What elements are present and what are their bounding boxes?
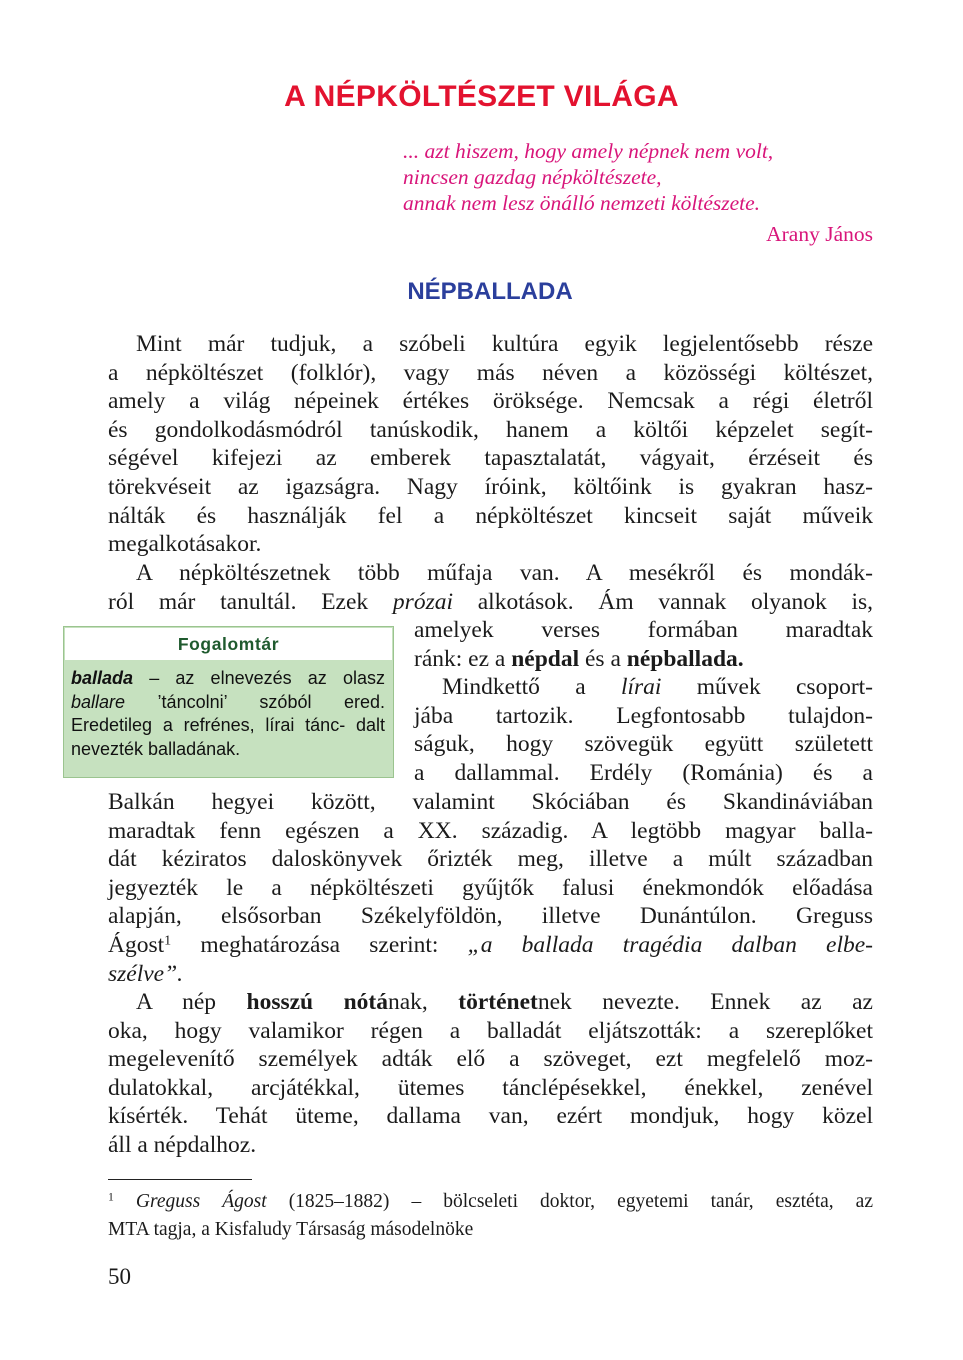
motto-line: ... azt hiszem, hogy amely népnek nem volt,	[403, 139, 774, 163]
glossary-term: ballada	[71, 668, 134, 688]
footnote-divider	[108, 1179, 252, 1180]
text-line	[414, 673, 873, 702]
bold-term: történet	[458, 989, 538, 1015]
paragraph-3	[108, 788, 873, 988]
paragraph-wrap	[414, 616, 873, 788]
text-span: ránk: ez a	[414, 645, 512, 672]
text-span: és a	[579, 645, 627, 672]
text-line: ségével kifejezi az emberek tapasztalatát, vágyait, érzéseit és	[108, 445, 873, 472]
text-span: A nép	[136, 989, 247, 1015]
text-span: művek csoport-	[661, 674, 874, 701]
text-line: maradtak fenn egészen a XX. századig. A legtöbb magyar balla-	[108, 817, 873, 844]
text-line: dulatokkal, arcjátékkal, ütemes tánclépésekkel, énekkel, zenével	[108, 1074, 873, 1101]
text-line: törekvéseit az igazságra. Nagy íróink, költőink is gyakran hasz-	[108, 473, 873, 500]
text-line: amelyek verses formában maradtak	[414, 617, 873, 643]
text-span: (1825–1882) – bölcseleti doktor, egyetemi tanár, esztéta, az	[266, 1191, 873, 1212]
paragraph-2	[108, 559, 873, 616]
text-line: dát kéziratos daloskönyvek őrizték meg, illetve a múlt században	[108, 846, 873, 873]
section-title: NÉPBALLADA	[407, 278, 573, 305]
text-line: megelevenítő személyek adták elő a szöveget, ezt megfelelő moz-	[108, 1046, 873, 1073]
paragraph-1	[108, 330, 873, 559]
text-line: Mint már tudjuk, a szóbeli kultúra egyik legjelentősebb része	[136, 331, 873, 357]
text-span: – az elnevezés az olasz	[133, 668, 385, 688]
text-line: áll a népdalhoz.	[108, 1131, 257, 1158]
definition-quote: „a ballada tragédia dalban elbe-	[467, 931, 874, 958]
italic-term: ballare	[71, 691, 126, 712]
chapter-title: A NÉPKÖLTÉSZET VILÁGA	[284, 80, 679, 113]
text-line: megalkotásakor.	[108, 531, 262, 558]
motto-line: annak nem lesz önálló nemzeti költészete.	[403, 191, 761, 215]
footnote	[108, 1188, 873, 1244]
text-line: nálták és használják fel a népköltészet kincseit saját műveik	[108, 502, 873, 529]
footnote-line: MTA tagja, a Kisfaludy Társaság másodelnöke	[108, 1219, 474, 1240]
text-line: amely a világ népeinek értékes öröksége. Nemcsak a régi életről	[108, 388, 873, 415]
text-span: dalt nevezték balladának.	[71, 715, 385, 759]
glossary-text	[64, 660, 393, 761]
footnote-line	[108, 1188, 873, 1216]
text-line: a dallammal. Erdély (Románia) és a	[414, 759, 873, 786]
text-line: jegyezték le a népköltészeti gyűjtők falusi énekmondók előadása	[108, 874, 873, 901]
text-line: és gondolkodásmódról tanúskodik, hanem a költői képzelet segít-	[108, 416, 873, 443]
text-span: Mindkettő a	[442, 674, 621, 701]
text-line: A népköltészetnek több műfaja van. A mesékről és mondák-	[136, 560, 873, 586]
italic-term: lírai	[620, 674, 662, 701]
text-span: Ágost	[108, 931, 165, 958]
text-span: nak,	[387, 989, 459, 1015]
footnote-name: Greguss Ágost	[135, 1191, 267, 1212]
bold-term: népballada.	[626, 645, 744, 672]
text-line: Balkán hegyei között, valamint Skóciában és Skandináviában	[108, 789, 873, 815]
definition-quote: szélve”.	[108, 960, 184, 987]
text-span: nek nevezte. Ennek az az	[537, 989, 873, 1015]
text-line	[414, 645, 873, 674]
footnote-marker: 1	[108, 1190, 114, 1204]
text-span: meghatározása szerint:	[171, 931, 468, 958]
bold-term: hosszú nótá	[246, 989, 388, 1015]
text-line: kísérték. Tehát üteme, dallama van, ezért mondjuk, hogy közel	[108, 1103, 873, 1130]
bold-term: népdal	[511, 645, 580, 672]
glossary-box	[63, 626, 394, 778]
text-line: ságuk, hogy szövegük együtt született	[414, 731, 873, 758]
motto-author: Arany János	[766, 222, 873, 246]
text-line: oka, hogy valamikor régen a balladát eljátszották: a szereplőket	[108, 1017, 873, 1044]
text-line: jába tartozik. Legfontosabb tulajdon-	[414, 702, 873, 729]
footnote-reference[interactable]: 1	[164, 932, 172, 949]
glossary-definition	[71, 667, 385, 761]
text-span: alkotások. Ám vannak olyanok is,	[453, 588, 873, 615]
italic-term: prózai	[392, 588, 453, 615]
page-number: 50	[108, 1264, 131, 1289]
motto-line: nincsen gazdag népköltészete,	[403, 165, 662, 189]
glossary-title: Fogalomtár	[65, 628, 392, 660]
text-span: ’táncolni’ szóból ered. Eredetileg a refrénes, lírai tánc-	[71, 691, 385, 735]
text-line: alapján, elsősorban Székelyföldön, illetve Dunántúlon. Greguss	[108, 903, 873, 930]
text-line	[108, 588, 873, 617]
text-line	[108, 931, 873, 960]
text-line	[108, 960, 873, 989]
text-span: ról már tanultál. Ezek	[108, 588, 393, 615]
paragraph-4	[108, 988, 873, 1160]
text-line: a népköltészet (folklór), vagy más néven a közösségi költészet,	[108, 359, 873, 386]
text-line	[108, 988, 873, 1017]
motto	[403, 138, 883, 216]
